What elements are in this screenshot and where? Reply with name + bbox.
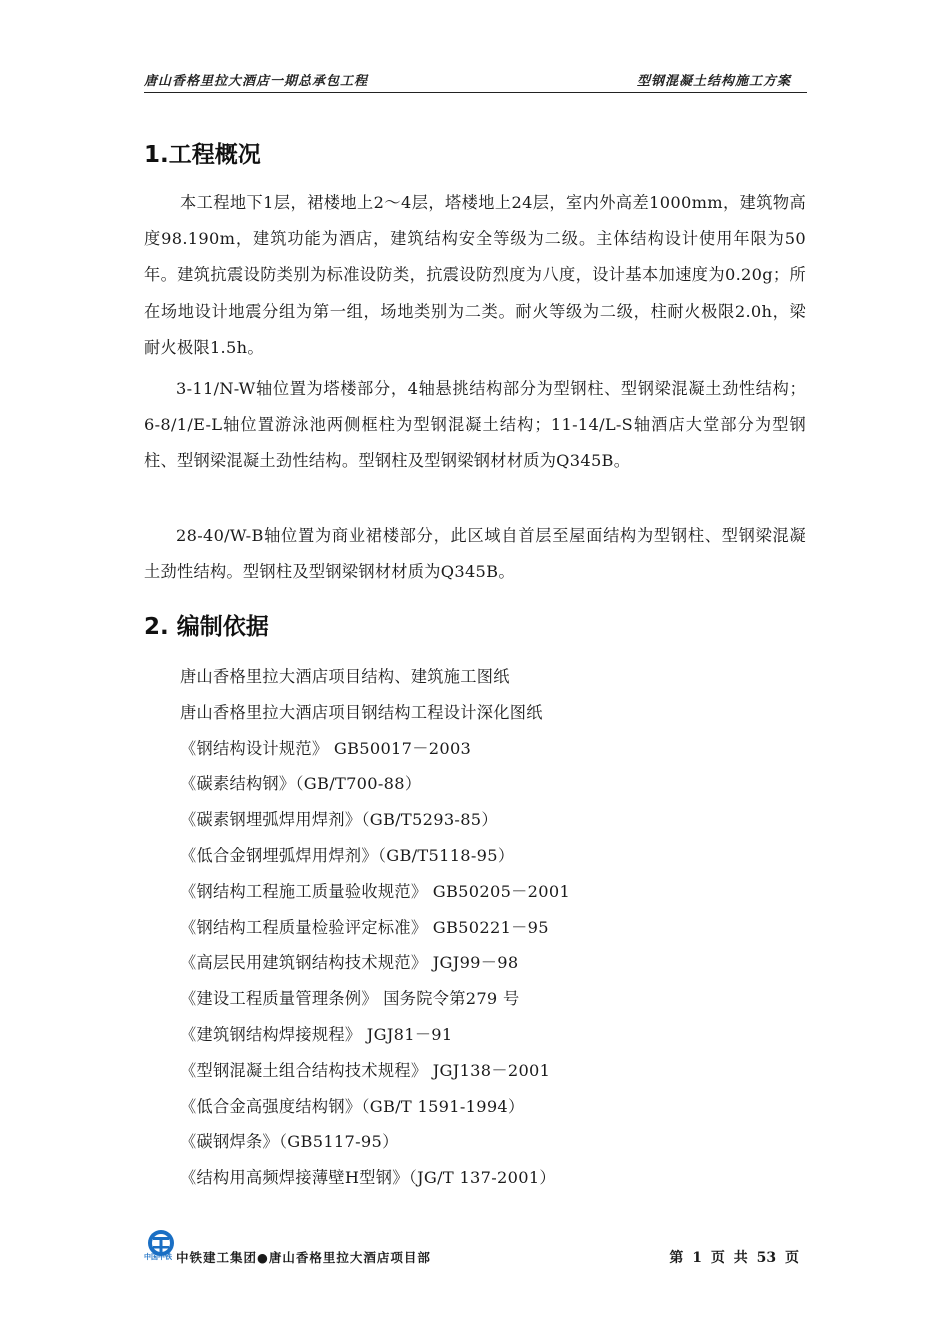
section-2-title: 2. 编制依据 xyxy=(144,614,269,640)
reference-item: 《碳素结构钢》（GB/T700-88） xyxy=(180,774,422,794)
page-number: 第 1 页 共 53 页 xyxy=(669,1250,799,1266)
reference-item: 《建筑钢结构焊接规程》 JGJ81－91 xyxy=(180,1024,453,1044)
reference-item: 《碳钢焊条》（GB5117-95） xyxy=(180,1132,399,1152)
section-1-title: 1.工程概况 xyxy=(144,142,261,168)
reference-item: 《低合金高强度结构钢》（GB/T 1591-1994） xyxy=(180,1096,525,1116)
reference-item: 《钢结构工程质量检验评定标准》 GB50221－95 xyxy=(180,917,549,937)
reference-item: 《型钢混凝土组合结构技术规程》 JGJ138－2001 xyxy=(180,1060,551,1080)
section-1-paragraph-3: 28-40/W-B轴位置为商业裙楼部分，此区域自首层至屋面结构为型钢柱、型钢梁混凝土劲性结构。型钢柱及型钢梁钢材材质为Q345B。 xyxy=(144,526,806,582)
section-1-paragraph-1: 本工程地下1层，裙楼地上2～4层，塔楼地上24层，室内外高差1000mm，建筑物高度98.190m，建筑功能为酒店，建筑结构安全等级为二级。主体结构设计使用年限为50年。建筑抗震设防类别为标准设防类，抗震设防烈度为八度，设计基本加速度为0.20g；所在场地设计地震分组为第一组，场地类别为二类。耐火等级为二级，柱耐火极限2.0h，梁耐火极限1.5h。 xyxy=(144,193,806,357)
reference-list xyxy=(180,659,570,1196)
reference-item: 《碳素钢埋弧焊用焊剂》（GB/T5293-85） xyxy=(180,810,498,830)
reference-item: 《钢结构工程施工质量验收规范》 GB50205－2001 xyxy=(180,881,571,901)
reference-item: 《结构用高频焊接薄壁H型钢》（JG/T 137-2001） xyxy=(180,1168,556,1188)
section-1-paragraph-2: 3-11/N-W轴位置为塔楼部分，4轴悬挑结构部分为型钢柱、型钢梁混凝土劲性结构；6-8/1/E-L轴位置游泳池两侧框柱为型钢混凝土结构；11-14/L-S轴酒店大堂部分为型钢柱、型钢梁混凝土劲性结构。型钢柱及型钢梁钢材材质为Q345B。 xyxy=(144,379,806,471)
reference-item: 《建设工程质量管理条例》 国务院令第279 号 xyxy=(180,989,520,1009)
footer-company-name: 中铁建工集团●唐山香格里拉大酒店项目部 xyxy=(176,1250,431,1265)
header-document-title: 型钢混凝土结构施工方案 xyxy=(636,74,791,89)
reference-item: 《低合金钢埋弧焊用焊剂》（GB/T5118-95） xyxy=(180,845,515,865)
page-header xyxy=(144,68,807,93)
reference-item: 《钢结构设计规范》 GB50017－2003 xyxy=(180,738,472,758)
reference-item: 唐山香格里拉大酒店项目钢结构工程设计深化图纸 xyxy=(180,702,543,722)
reference-item: 《高层民用建筑钢结构技术规范》 JGJ99－98 xyxy=(180,953,519,973)
logo-caption: 中国中铁 xyxy=(144,1253,172,1261)
page-footer xyxy=(144,1218,807,1268)
header-project-title: 唐山香格里拉大酒店一期总承包工程 xyxy=(144,74,369,89)
reference-item: 唐山香格里拉大酒店项目结构、建筑施工图纸 xyxy=(180,667,510,686)
